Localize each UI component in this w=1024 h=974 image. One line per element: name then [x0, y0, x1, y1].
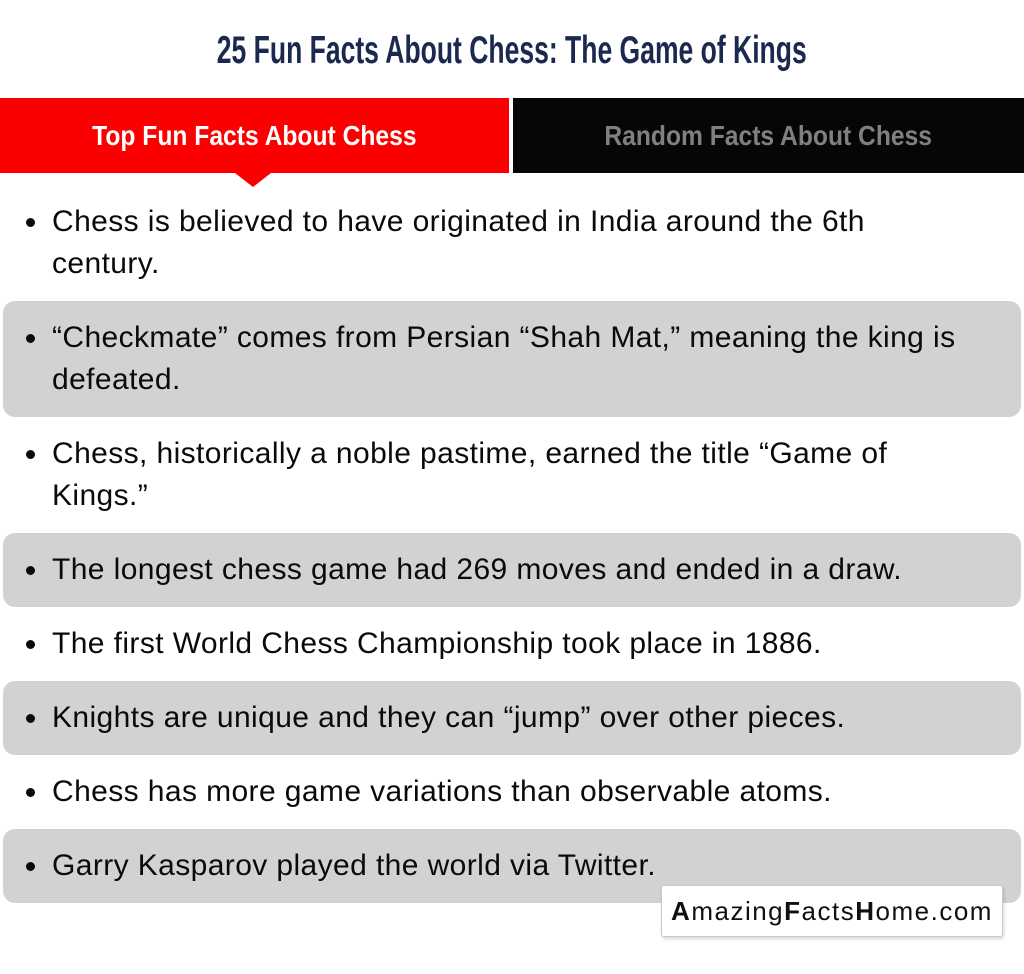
tab-top-fun-facts[interactable]	[0, 98, 509, 173]
fact-text: century.	[52, 247, 160, 280]
fact-item-2	[3, 301, 1021, 417]
fact-text: Kings.”	[52, 479, 149, 512]
fact-item-6	[3, 681, 1021, 755]
bullet-icon	[26, 788, 35, 797]
fact-text: Chess is believed to have originated in India around the 6th	[52, 205, 865, 238]
fact-text: The longest chess game had 269 moves and ended in a draw.	[52, 553, 903, 586]
fact-item-4	[3, 533, 1021, 607]
tab-random-facts-label: Random Facts About Chess	[604, 119, 933, 151]
page-title	[0, 26, 1024, 76]
fact-text: The first World Chess Championship took place in 1886.	[52, 627, 822, 660]
tab-bar	[0, 98, 1024, 173]
fact-text: Garry Kasparov played the world via Twitter.	[52, 849, 656, 882]
bullet-icon	[26, 334, 35, 343]
fact-item-1	[0, 185, 1024, 301]
bullet-icon	[26, 714, 35, 723]
facts-list	[0, 185, 1024, 903]
bullet-icon	[26, 218, 35, 227]
tab-top-fun-facts-label: Top Fun Facts About Chess	[92, 119, 417, 151]
watermark-text: AmazingFactsHome.com	[671, 895, 993, 926]
page-title-text: 25 Fun Facts About Chess: The Game of Kings	[217, 29, 807, 72]
fact-text: “Checkmate” comes from Persian “Shah Mat,” meaning the king is	[52, 321, 956, 354]
fact-text: Knights are unique and they can “jump” over other pieces.	[52, 701, 846, 734]
bullet-icon	[26, 862, 35, 871]
bullet-icon	[26, 450, 35, 459]
fact-item-7	[0, 755, 1024, 829]
fact-text: Chess has more game variations than observable atoms.	[52, 775, 832, 808]
watermark-badge	[661, 885, 1003, 937]
header	[0, 0, 1024, 76]
fact-item-5	[0, 607, 1024, 681]
fact-item-3	[0, 417, 1024, 533]
fact-text: Chess, historically a noble pastime, earned the title “Game of	[52, 437, 888, 470]
tab-random-facts[interactable]	[513, 98, 1024, 173]
bullet-icon	[26, 566, 35, 575]
bullet-icon	[26, 640, 35, 649]
fact-text: defeated.	[52, 363, 181, 396]
